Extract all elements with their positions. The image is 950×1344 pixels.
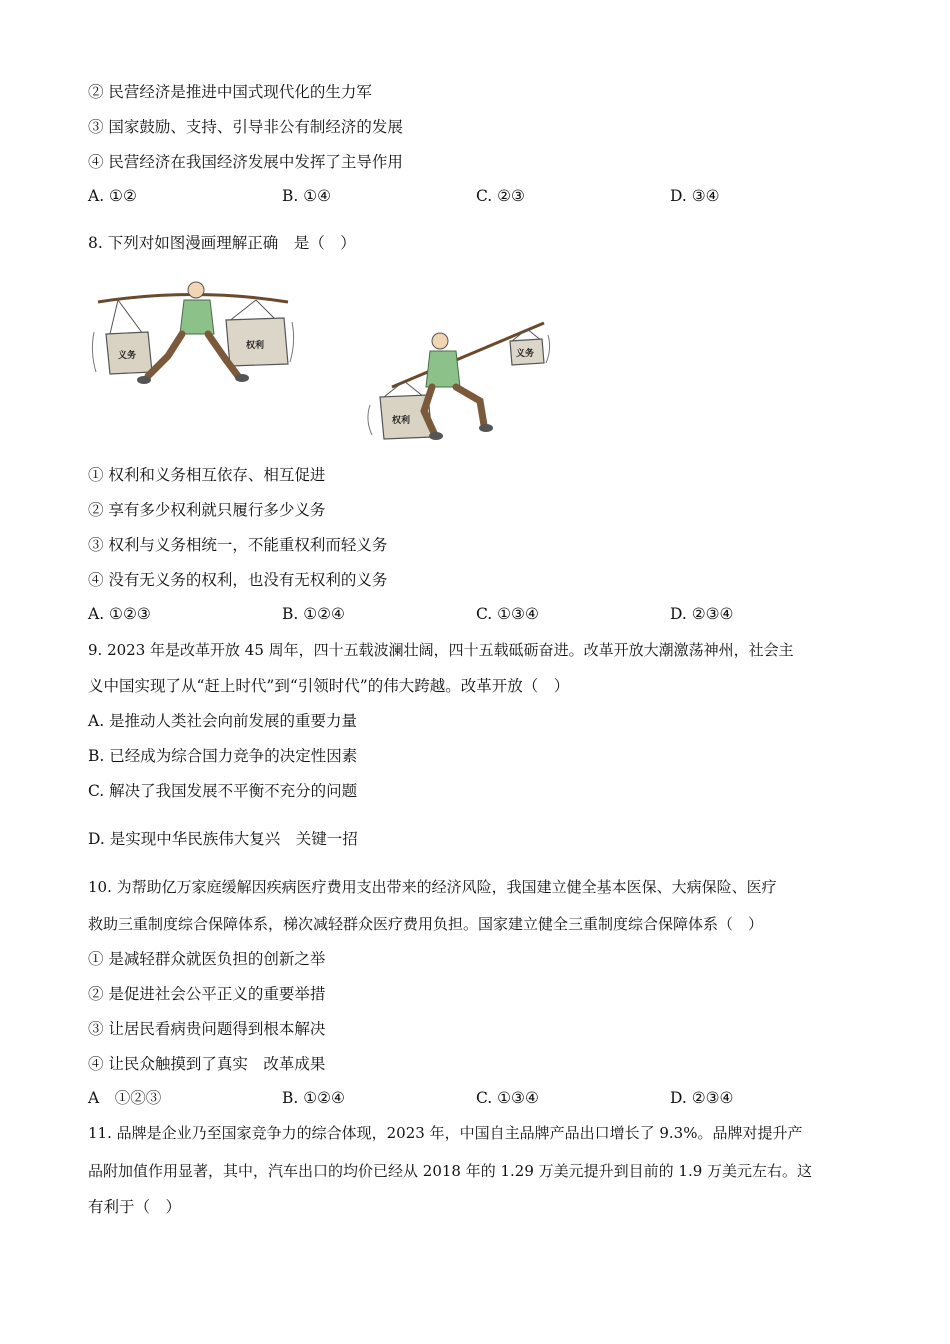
cartoon1-obligation-label: 义务	[118, 351, 137, 361]
q7-option-d[interactable]: D. ③④	[670, 187, 720, 205]
q10-item-3: ③ 让居民看病贵问题得到根本解决	[88, 1020, 326, 1038]
q7-option-b[interactable]: B. ①④	[282, 187, 332, 205]
q7-item-2: ② 民营经济是推进中国式现代化的生力军	[88, 83, 372, 101]
q9-option-b[interactable]: B. 已经成为综合国力竞争的决定性因素	[88, 747, 358, 765]
q10-option-c[interactable]: C. ①③④	[476, 1089, 539, 1107]
q8-option-b[interactable]: B. ①②④	[282, 605, 345, 623]
q10-option-a[interactable]: A ①②③	[88, 1089, 162, 1107]
cartoon2-right-label: 权利	[392, 416, 411, 426]
q10-item-1: ① 是减轻群众就医负担的创新之举	[88, 950, 326, 968]
q11-stem-line3: 有利于（ ）	[88, 1198, 182, 1216]
q7-option-a[interactable]: A. ①②	[88, 187, 137, 205]
q10-stem-line1: 10. 为帮助亿万家庭缓解因疾病医疗费用支出带来的经济风险，我国建立健全基本医保、大病保险、医疗	[88, 878, 777, 896]
q8-stem: 8. 下列对如图漫画理解正确 是（ ）	[88, 234, 356, 252]
cartoon-balanced-image	[88, 272, 298, 402]
cartoon-unbalanced-image	[362, 315, 554, 445]
cartoon2-obligation-label: 义务	[516, 349, 535, 359]
q10-option-d[interactable]: D. ②③④	[670, 1089, 734, 1107]
q11-stem-line1: 11. 品牌是企业乃至国家竞争力的综合体现，2023 年，中国自主品牌产品出口增长了 9.3%。品牌对提升产	[88, 1124, 803, 1142]
q10-stem-line2: 救助三重制度综合保障体系，梯次减轻群众医疗费用负担。国家建立健全三重制度综合保障体系（ ）	[88, 915, 764, 933]
q8-option-a[interactable]: A. ①②③	[88, 605, 151, 623]
q7-item-4: ④ 民营经济在我国经济发展中发挥了主导作用	[88, 153, 403, 171]
q10-item-2: ② 是促进社会公平正义的重要举措	[88, 985, 326, 1003]
q8-item-2: ② 享有多少权利就只履行多少义务	[88, 501, 326, 519]
q8-item-4: ④ 没有无义务的权利，也没有无权利的义务	[88, 571, 388, 589]
q8-option-d[interactable]: D. ②③④	[670, 605, 734, 623]
q9-option-a[interactable]: A. 是推动人类社会向前发展的重要力量	[88, 712, 358, 730]
q11-stem-line2: 品附加值作用显著，其中，汽车出口的均价已经从 2018 年的 1.29 万美元提升到目前的 1.9 万美元左右。这	[88, 1162, 813, 1180]
q7-option-c[interactable]: C. ②③	[476, 187, 525, 205]
q8-option-c[interactable]: C. ①③④	[476, 605, 539, 623]
q9-stem-line2: 义中国实现了从“赶上时代”到“引领时代”的伟大跨越。改革开放（ ）	[88, 677, 570, 695]
q9-stem-line1: 9. 2023 年是改革开放 45 周年，四十五载波澜壮阔，四十五载砥砺奋进。改革开放大潮激荡神州，社会主	[88, 641, 794, 659]
q10-option-b[interactable]: B. ①②④	[282, 1089, 345, 1107]
q9-option-d[interactable]: D. 是实现中华民族伟大复兴 关键一招	[88, 830, 358, 848]
q8-item-3: ③ 权利与义务相统一，不能重权利而轻义务	[88, 536, 388, 554]
q9-option-c[interactable]: C. 解决了我国发展不平衡不充分的问题	[88, 782, 358, 800]
q8-item-1: ① 权利和义务相互依存、相互促进	[88, 466, 326, 484]
cartoon1-right-label: 权利	[246, 341, 265, 351]
q7-item-3: ③ 国家鼓励、支持、引导非公有制经济的发展	[88, 118, 403, 136]
q10-item-4: ④ 让民众触摸到了真实 改革成果	[88, 1055, 326, 1073]
